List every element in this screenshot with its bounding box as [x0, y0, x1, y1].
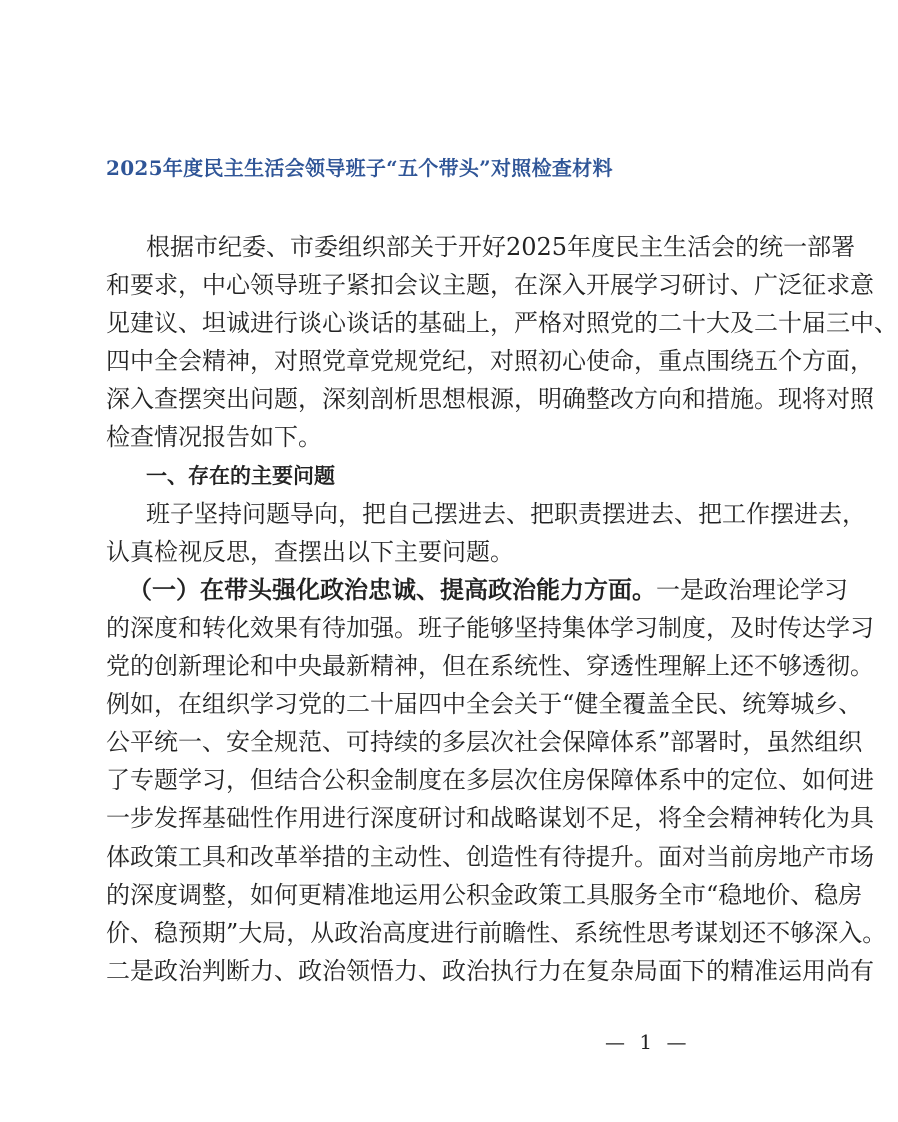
text-line: 四中全会精神，对照党章党规党纪，对照初心使命，重点围绕五个方面，	[106, 347, 874, 376]
text-line: 一步发挥基础性作用进行深度研讨和战略谋划不足，将全会精神转化为具	[106, 804, 874, 833]
text-line: 党的创新理论和中央最新精神，但在系统性、穿透性理解上还不够透彻。	[106, 652, 874, 681]
section-heading: 一、存在的主要问题	[146, 463, 335, 488]
text-line: 和要求，中心领导班子紧扣会议主题，在深入开展学习研讨、广泛征求意	[106, 271, 874, 300]
text-line: 公平统一、安全规范、可持续的多层次社会保障体系”部署时，虽然组织	[106, 728, 863, 757]
text-line: 例如，在组织学习党的二十届四中全会关于“健全覆盖全民、统筹城乡、	[106, 690, 863, 719]
text-line: 认真检视反思，查摆出以下主要问题。	[106, 537, 514, 566]
text-line: 体政策工具和改革举措的主动性、创造性有待提升。面对当前房地产市场	[106, 842, 874, 871]
page-number: — 1 —	[605, 1030, 691, 1054]
subsection-heading: （一）在带头强化政治忠诚、提高政治能力方面。	[128, 574, 656, 604]
text-line: 见建议、坦诚进行谈心谈话的基础上，严格对照党的二十大及二十届三中、	[106, 309, 898, 338]
text-line: 的深度和转化效果有待加强。班子能够坚持集体学习制度，及时传达学习	[106, 613, 874, 642]
text-line: 检查情况报告如下。	[106, 423, 322, 452]
text-line: 了专题学习，但结合公积金制度在多层次住房保障体系中的定位、如何进	[106, 766, 874, 795]
text-span: 一是政治理论学习	[656, 575, 848, 604]
text-line: 根据市纪委、市委组织部关于开好2025年度民主生活会的统一部署	[146, 233, 856, 261]
text-line	[106, 571, 848, 609]
text-line: 价、稳预期”大局，从政治高度进行前瞻性、系统性思考谋划还不够深入。	[106, 918, 887, 947]
text-line: 班子坚持问题导向，把自己摆进去、把职责摆进去、把工作摆进去，	[146, 499, 866, 528]
document-title: 2025年度民主生活会领导班子“五个带头”对照检查材料	[106, 156, 613, 180]
text-line: 二是政治判断力、政治领悟力、政治执行力在复杂局面下的精准运用尚有	[106, 956, 874, 985]
text-line: 的深度调整，如何更精准地运用公积金政策工具服务全市“稳地价、稳房	[106, 880, 863, 909]
text-line: 深入查摆突出问题，深刻剖析思想根源，明确整改方向和措施。现将对照	[106, 385, 874, 414]
document-body	[106, 228, 898, 990]
